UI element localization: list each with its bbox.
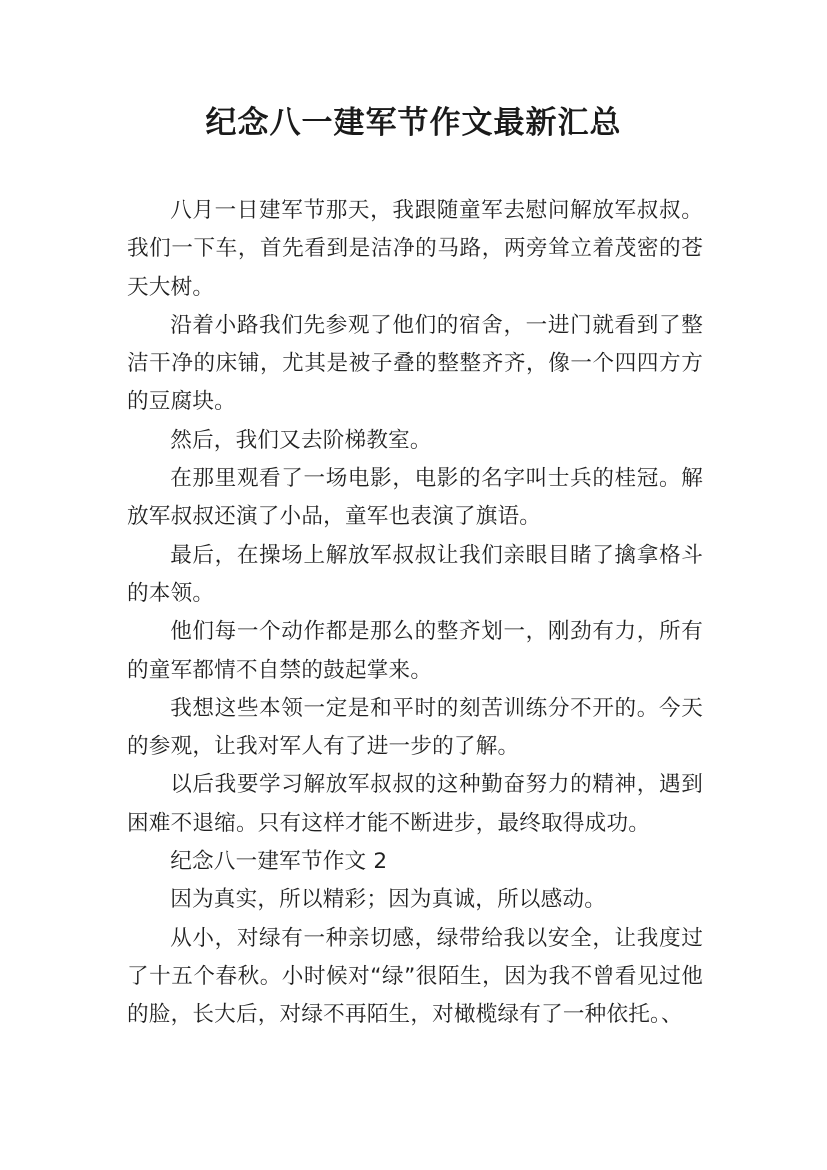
paragraph: 沿着小路我们先参观了他们的宿舍，一进门就看到了整洁干净的床铺，尤其是被子叠的整整齐齐，像一个四四方方的豆腐块。 bbox=[127, 312, 703, 415]
paragraph: 最后，在操场上解放军叔叔让我们亲眼目睹了擒拿格斗的本领。 bbox=[127, 542, 703, 606]
paragraph: 以后我要学习解放军叔叔的这种勤奋努力的精神，遇到困难不退缩。只有这样才能不断进步，最终取得成功。 bbox=[127, 772, 703, 836]
paragraph: 从小，对绿有一种亲切感，绿带给我以安全，让我度过了十五个春秋。小时候对“绿”很陌生，因为我不曾看见过他的脸，长大后，对绿不再陌生，对橄榄绿有了一种依托。、 bbox=[127, 925, 703, 1028]
paragraph: 他们每一个动作都是那么的整齐划一，刚劲有力，所有的童军都情不自禁的鼓起掌来。 bbox=[127, 619, 703, 683]
paragraph: 八月一日建军节那天，我跟随童军去慰问解放军叔叔。我们一下车，首先看到是洁净的马路，两旁耸立着茂密的苍天大树。 bbox=[127, 198, 703, 300]
document-body bbox=[127, 192, 703, 1035]
section-heading: 纪念八一建军节作文 2 bbox=[170, 849, 388, 875]
paragraph: 我想这些本领一定是和平时的刻苦训练分不开的。今天的参观，让我对军人有了进一步的了解。 bbox=[127, 695, 703, 760]
document-title: 纪念八一建军节作文最新汇总 bbox=[205, 105, 622, 141]
paragraph: 在那里观看了一场电影，电影的名字叫士兵的桂冠。解放军叔叔还演了小品，童军也表演了旗语。 bbox=[127, 466, 703, 530]
paragraph: 因为真实，所以精彩；因为真诚，所以感动。 bbox=[170, 887, 607, 913]
paragraph: 然后，我们又去阶梯教室。 bbox=[170, 427, 432, 453]
